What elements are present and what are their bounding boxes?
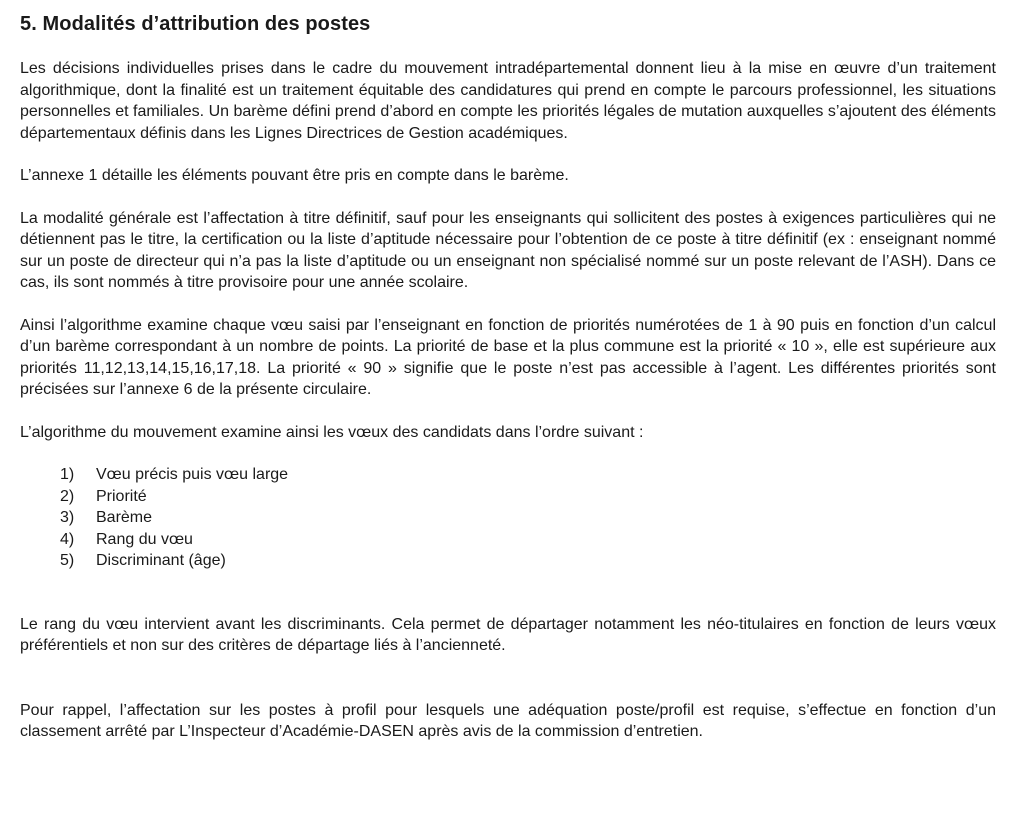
list-item — [60, 529, 996, 551]
list-item — [60, 550, 996, 572]
section-title: 5. Modalités d’attribution des postes — [20, 13, 371, 35]
ordered-criteria-list — [60, 464, 996, 572]
list-item-number: 4) — [60, 530, 75, 548]
list-item — [60, 507, 996, 529]
list-item-text: Rang du vœu — [96, 530, 193, 548]
list-item-text: Priorité — [96, 487, 147, 505]
list-item-number: 3) — [60, 509, 75, 526]
list-item — [60, 464, 996, 486]
list-item-text: Barème — [96, 509, 153, 526]
list-item-number: 1) — [60, 466, 75, 483]
list-item-text: Vœu précis puis vœu large — [96, 466, 289, 483]
paragraph-rappel: Pour rappel, l’affectation sur les postes à profil pour lesquels une adéquation poste/profil est requise, s’effectue en fonction d’un classement arrêté par L’Inspecteur d’Académie-DASEN après avis de la commission d’entretien. — [20, 701, 996, 740]
paragraph-annex: L’annexe 1 détaille les éléments pouvant être pris en compte dans le barème. — [20, 167, 569, 184]
document-page — [20, 10, 996, 743]
paragraph-modalite: La modalité générale est l’affectation à titre définitif, sauf pour les enseignants qui sollicitent des postes à exigences particulières qui ne détiennent pas le titre, la certification ou la liste d’aptitude nécessaire pour l’obtention de ce poste à titre définitif (ex : enseignant nommé sur un poste de directeur qui n’a pas la liste d’aptitude ou un enseignant non spécialisé nommé sur un poste relevant de l’ASH). Dans ce cas, ils sont nommés à titre provisoire pour une année scolaire. — [20, 209, 996, 291]
paragraph-intro: Les décisions individuelles prises dans le cadre du mouvement intradépartemental donnent lieu à la mise en œuvre d’un traitement algorithmique, dont la finalité est un traitement équitable des candidatures qui prend en compte le parcours professionnel, les situations personnelles et familiales. Un barème défini prend d’abord en compte les priorités légales de mutation auxquelles s’ajoutent des éléments départementaux définis dans les Lignes Directrices de Gestion académiques. — [20, 60, 996, 142]
list-item-text: Discriminant (âge) — [96, 552, 226, 569]
paragraph-algorithme: Ainsi l’algorithme examine chaque vœu saisi par l’enseignant en fonction de priorités numérotées de 1 à 90 puis en fonction d’un calcul d’un barème correspondant à un nombre de points. La priorité de base et la plus commune est la priorité « 10 », elle est supérieure aux priorités 11,12,13,14,15,16,17,18. La priorité « 90 » signifie que le poste n’est pas accessible à l’agent. Les différentes priorités sont précisées sur l’annexe 6 de la présente circulaire. — [20, 316, 996, 398]
paragraph-ordre-intro: L’algorithme du mouvement examine ainsi les vœux des candidats dans l’ordre suivant : — [20, 423, 644, 441]
list-item-number: 5) — [60, 552, 75, 569]
list-item — [60, 486, 996, 508]
list-item-number: 2) — [60, 487, 75, 505]
paragraph-rang: Le rang du vœu intervient avant les discriminants. Cela permet de départager notamment les néo-titulaires en fonction de leurs vœux préférentiels et non sur des critères de départage liés à l’ancienneté. — [20, 615, 996, 654]
